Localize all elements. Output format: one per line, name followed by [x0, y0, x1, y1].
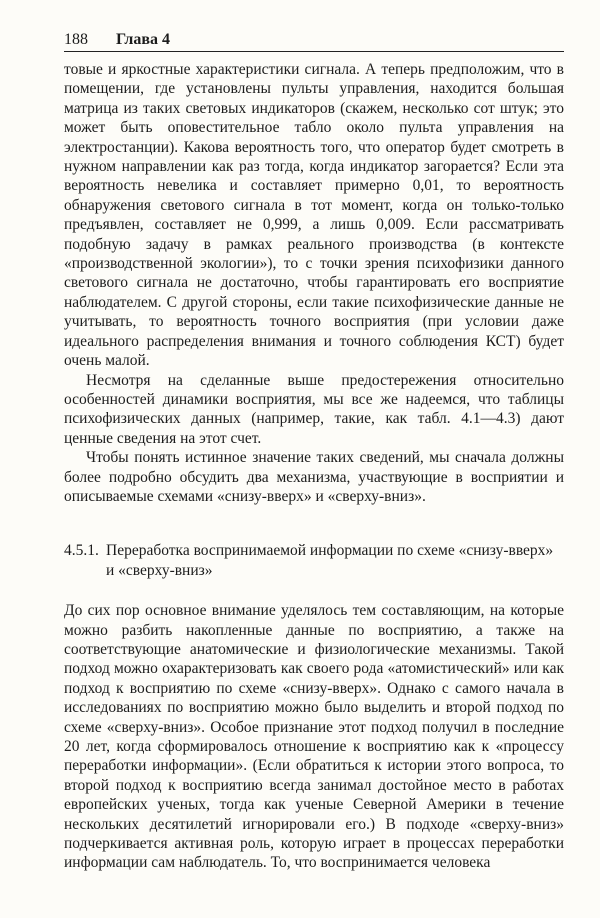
section-title: Переработка воспринимаемой информации по схеме «снизу-вверх» и «сверху-вниз» [106, 542, 554, 579]
page-number: 188 [64, 31, 88, 48]
paragraph: До сих пор основное внимание уделялось тем составляющим, на которые можно разбить накопленные данные по восприятию, а также на соответствующие анатомические и физиологические механизмы. Такой подход можно охарактеризовать как своего рода «атомистический» или как подход к восприятию по схеме «снизу-вверх». Однако с самого начала в исследованиях по восприятию можно было выделить и второй подход по схеме «сверху-вниз». Особое признание этот подход получил в последние 20 лет, когда сформировалось отношение к восприятию как к «процессу переработки информации». (Если обратиться к истории этого вопроса, то второй подход к восприятию всегда занимал достойное место в работах европейских ученых, тогда как ученые Северной Америки в течение нескольких десятилетий игнорировали его.) В подходе «сверху-вниз» подчеркивается активная роль, которую играет в процессах переработки информации сам наблюдатель. То, что воспринимается человека [64, 602, 564, 872]
section-heading [64, 541, 564, 580]
paragraph: товые и яркостные характеристики сигнала. А теперь предположим, что в помещении, где установлены пульты управления, находится большая матрица из таких световых индикаторов (скажем, несколько сот штук; это может быть оповестительное табло около пульта управления на электростанции). Какова вероятность того, что оператор будет смотреть в нужном направлении как раз тогда, когда индикатор загорается? Если эта вероятность невелика и составляет примерно 0,01, то вероятность обнаружения светового сигнала в тот момент, когда он только-только предъявлен, составляет не 0,999, а лишь 0,009. Если рассматривать подобную задачу в рамках реального производства (в контексте «производственной экологии»), то с точки зрения психофизики данного светового сигнала не достаточно, чтобы гарантировать его восприятие наблюдателем. С другой стороны, если такие психофизические данные не учитывать, то вероятность точного восприятия (при условии даже идеального распределения внимания и точного соблюдения КСТ) будет очень малой. [64, 61, 564, 370]
running-header [64, 30, 564, 50]
header-rule [64, 51, 564, 52]
chapter-title: Глава 4 [116, 31, 170, 48]
paragraph: Чтобы понять истинное значение таких сведений, мы сначала должны более подробно обсудить два механизма, участвующие в восприятии и описываемые схемами «снизу-вверх» и «сверху-вниз». [64, 449, 564, 505]
paragraph: Несмотря на сделанные выше предостережения относительно особенностей динамики восприятия, мы все же надеемся, что таблицы психофизических данных (например, такие, как табл. 4.1—4.3) дают ценные сведения на этот счет. [64, 371, 564, 447]
section-number: 4.5.1. [64, 542, 99, 560]
body-text [64, 60, 564, 873]
